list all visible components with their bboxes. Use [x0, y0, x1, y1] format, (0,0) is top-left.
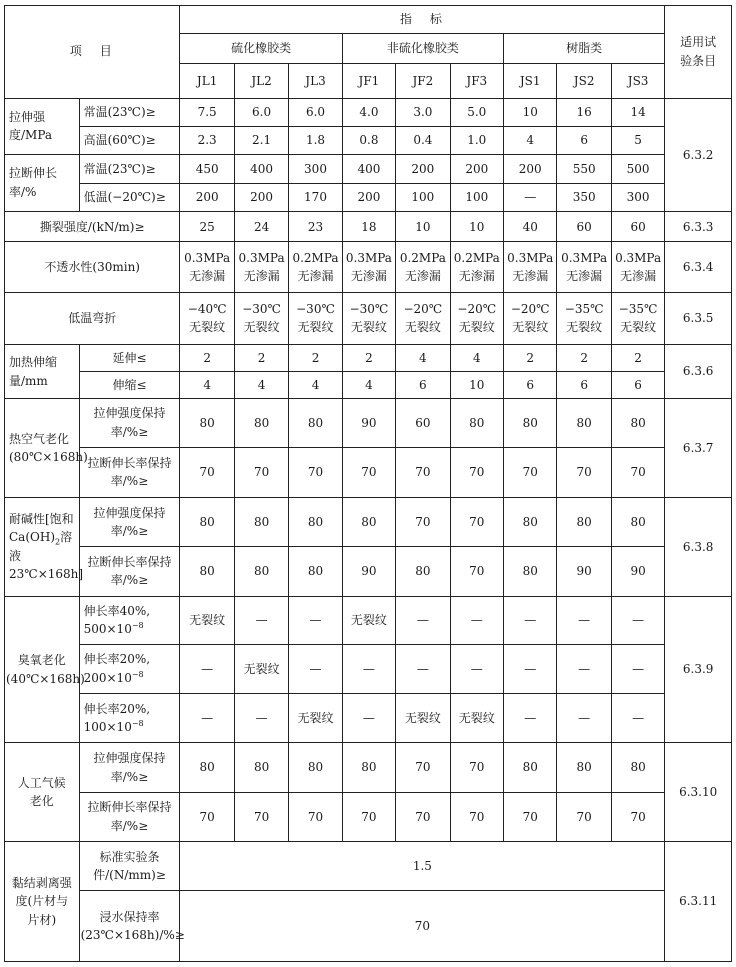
cell: 0.3MPa 无渗漏	[611, 242, 664, 292]
cell: 60	[557, 212, 611, 242]
cell: 70	[289, 447, 342, 497]
cell: 70	[557, 447, 611, 497]
cell: 无裂纹	[289, 694, 342, 743]
cell: 1.8	[289, 126, 342, 154]
cell: 80	[234, 547, 288, 596]
cell: 2	[289, 345, 342, 372]
cell: 无裂纹	[396, 694, 450, 743]
cell: −35℃ 无裂纹	[557, 292, 611, 344]
cell: 350	[557, 184, 611, 212]
cell: —	[504, 596, 557, 644]
cell: 70	[450, 447, 503, 497]
clause-6-3-2: 6.3.2	[665, 98, 732, 212]
code-jf1: JF1	[342, 64, 395, 98]
header-applicable-clause: 适用试验条目	[665, 6, 732, 99]
clause-6-3-4: 6.3.4	[665, 242, 732, 292]
cell: 500	[611, 154, 664, 183]
cell: 70	[396, 792, 450, 841]
cell: —	[611, 694, 664, 743]
cell: —	[234, 596, 288, 644]
cell: 80	[234, 399, 288, 447]
hot-air-aging-label: 热空气老化(80℃×168h)	[5, 399, 80, 498]
cell: 2	[342, 345, 395, 372]
cell: —	[289, 644, 342, 693]
cell: 2.1	[234, 126, 288, 154]
heat-dimension-label: 加热伸缩量/mm	[5, 345, 80, 399]
cell: 200	[450, 154, 503, 183]
cell: 200	[234, 184, 288, 212]
cell: 80	[396, 547, 450, 596]
cell: 80	[289, 399, 342, 447]
cell: 70	[342, 792, 395, 841]
cell: 0.3MPa 无渗漏	[342, 242, 395, 292]
cell: —	[342, 694, 395, 743]
cell: −35℃ 无裂纹	[611, 292, 664, 344]
code-js3: JS3	[611, 64, 664, 98]
cell: 70	[234, 792, 288, 841]
cell: 3.0	[396, 98, 450, 126]
cell: 80	[180, 399, 234, 447]
cell: 400	[234, 154, 288, 183]
header-indicator: 指 标	[180, 6, 665, 34]
cell: 90	[342, 547, 395, 596]
cell: —	[450, 596, 503, 644]
cell: —	[342, 644, 395, 693]
tensile-strength-label: 拉伸强度/MPa	[5, 98, 80, 154]
cell: —	[396, 596, 450, 644]
cell: 2	[234, 345, 288, 372]
alkali-tensile-cond: 拉伸强度保持率/%≥	[79, 498, 180, 547]
cell: 70	[504, 792, 557, 841]
clause-6-3-11: 6.3.11	[665, 842, 732, 962]
clause-6-3-10: 6.3.10	[665, 743, 732, 842]
cell: 80	[180, 547, 234, 596]
cell: 300	[611, 184, 664, 212]
cell: —	[180, 644, 234, 693]
cell: 0.2MPa 无渗漏	[289, 242, 342, 292]
cell: 5	[611, 126, 664, 154]
heat-extend-cond: 延伸≤	[79, 345, 180, 372]
cell: 14	[611, 98, 664, 126]
cell: 10	[450, 372, 503, 399]
cell: 4	[342, 372, 395, 399]
code-js2: JS2	[557, 64, 611, 98]
cell: −30℃ 无裂纹	[342, 292, 395, 344]
cell: 70	[234, 447, 288, 497]
cell: 0.8	[342, 126, 395, 154]
code-jl2: JL2	[234, 64, 288, 98]
cell: —	[180, 694, 234, 743]
cell: 550	[557, 154, 611, 183]
cell: 4	[450, 345, 503, 372]
peel-standard-cond: 标准实验条件/(N/mm)≥	[79, 842, 180, 891]
cell: 80	[504, 547, 557, 596]
cell: 70	[450, 792, 503, 841]
cell: 2	[611, 345, 664, 372]
ozone-cond-1: 伸长率40%, $500\times 10^{-8}$	[79, 596, 180, 644]
cell: 80	[557, 498, 611, 547]
cell: 80	[504, 399, 557, 447]
impermeability-label: 不透水性(30min)	[5, 242, 180, 292]
cell: 80	[180, 498, 234, 547]
cell: —	[611, 596, 664, 644]
tear-strength-label: 撕裂强度/(kN/m)≥	[5, 212, 180, 242]
cell: 10	[504, 98, 557, 126]
cell: 80	[234, 498, 288, 547]
heat-shrink-cond: 伸缩≤	[79, 372, 180, 399]
code-js1: JS1	[504, 64, 557, 98]
cell: 6	[557, 126, 611, 154]
cell: 70	[180, 792, 234, 841]
code-jf2: JF2	[396, 64, 450, 98]
cell: 4	[396, 345, 450, 372]
cell: 1.0	[450, 126, 503, 154]
cell: 70	[504, 447, 557, 497]
cell: 80	[504, 498, 557, 547]
cell: —	[289, 596, 342, 644]
weathering-label: 人工气候老化	[5, 743, 80, 842]
cell: 40	[504, 212, 557, 242]
cell: 2.3	[180, 126, 234, 154]
cell: 23	[289, 212, 342, 242]
cell: 80	[289, 743, 342, 792]
cell: 6	[504, 372, 557, 399]
clause-6-3-5: 6.3.5	[665, 292, 732, 344]
cell: —	[504, 184, 557, 212]
cell: 70	[396, 498, 450, 547]
cell: 400	[342, 154, 395, 183]
cell: 70	[611, 447, 664, 497]
cell: −20℃ 无裂纹	[504, 292, 557, 344]
weathering-elong-cond: 拉断伸长率保持率/%≥	[79, 792, 180, 841]
clause-6-3-6: 6.3.6	[665, 345, 732, 399]
cell: 60	[396, 399, 450, 447]
cell: 80	[342, 743, 395, 792]
group-unvulcanized-rubber: 非硫化橡胶类	[342, 34, 503, 64]
cell: 2	[180, 345, 234, 372]
group-resin: 树脂类	[504, 34, 665, 64]
peel-standard-value: 1.5	[180, 842, 665, 891]
cell: 10	[450, 212, 503, 242]
cell: —	[504, 694, 557, 743]
code-jl1: JL1	[180, 64, 234, 98]
cell: 5.0	[450, 98, 503, 126]
cell: —	[450, 644, 503, 693]
cell: 0.3MPa 无渗漏	[180, 242, 234, 292]
cell: 25	[180, 212, 234, 242]
ozone-aging-label: 臭氧老化(40℃×168h)	[5, 596, 80, 743]
cell: 4	[289, 372, 342, 399]
cell: 70	[396, 743, 450, 792]
cell: 0.3MPa 无渗漏	[234, 242, 288, 292]
cell: 80	[611, 399, 664, 447]
cell: 18	[342, 212, 395, 242]
peel-immersion-value: 70	[180, 891, 665, 962]
cell: 80	[504, 743, 557, 792]
cell: 6.0	[289, 98, 342, 126]
code-jl3: JL3	[289, 64, 342, 98]
cell: —	[396, 644, 450, 693]
cell: 80	[557, 399, 611, 447]
cell: 70	[557, 792, 611, 841]
cell: 170	[289, 184, 342, 212]
cell: 200	[342, 184, 395, 212]
weathering-tensile-cond: 拉伸强度保持率/%≥	[79, 743, 180, 792]
cell: 70	[450, 547, 503, 596]
low-temp-bending-label: 低温弯折	[5, 292, 180, 344]
cell: 10	[396, 212, 450, 242]
cell: —	[557, 694, 611, 743]
cell: —	[234, 694, 288, 743]
cell: 无裂纹	[450, 694, 503, 743]
cell: −30℃ 无裂纹	[234, 292, 288, 344]
cell: —	[557, 596, 611, 644]
cell: 6	[611, 372, 664, 399]
cell: 80	[611, 498, 664, 547]
cell: 4	[504, 126, 557, 154]
cell: 70	[450, 743, 503, 792]
clause-6-3-9: 6.3.9	[665, 596, 732, 743]
elongation-normal-cond: 常温(23℃)≥	[79, 154, 180, 183]
cell: 0.2MPa 无渗漏	[450, 242, 503, 292]
ozone-cond-2: 伸长率20%, $200\times 10^{-8}$	[79, 644, 180, 693]
cell: 0.2MPa 无渗漏	[396, 242, 450, 292]
cell: 90	[557, 547, 611, 596]
cell: 4.0	[342, 98, 395, 126]
clause-6-3-7: 6.3.7	[665, 399, 732, 498]
cell: −20℃ 无裂纹	[396, 292, 450, 344]
cell: 70	[180, 447, 234, 497]
cell: —	[504, 644, 557, 693]
code-jf3: JF3	[450, 64, 503, 98]
cell: 100	[450, 184, 503, 212]
cell: 80	[557, 743, 611, 792]
cell: 70	[342, 447, 395, 497]
cell: 6.0	[234, 98, 288, 126]
cell: 无裂纹	[234, 644, 288, 693]
cell: 4	[180, 372, 234, 399]
cell: 80	[180, 743, 234, 792]
cell: 80	[611, 743, 664, 792]
cell: 80	[342, 498, 395, 547]
cell: −30℃ 无裂纹	[289, 292, 342, 344]
cell: 2	[504, 345, 557, 372]
cell: 0.3MPa 无渗漏	[557, 242, 611, 292]
cell: 450	[180, 154, 234, 183]
cell: 4	[234, 372, 288, 399]
cell: 70	[289, 792, 342, 841]
clause-6-3-8: 6.3.8	[665, 498, 732, 597]
header-item: 项 目	[5, 6, 180, 99]
cell: 80	[289, 547, 342, 596]
group-vulcanized-rubber: 硫化橡胶类	[180, 34, 342, 64]
elongation-label: 拉断伸长率/%	[5, 154, 80, 211]
cell: 80	[234, 743, 288, 792]
tensile-high-cond: 高温(60℃)≥	[79, 126, 180, 154]
cell: 100	[396, 184, 450, 212]
alkali-elong-cond: 拉断伸长率保持率/%≥	[79, 547, 180, 596]
cell: 200	[180, 184, 234, 212]
cell: −20℃ 无裂纹	[450, 292, 503, 344]
cell: 60	[611, 212, 664, 242]
alkali-resistance-label: 耐碱性[饱和$Ca(OH)_2$溶液23℃×168h]	[5, 498, 80, 597]
cell: 6	[396, 372, 450, 399]
cell: 6	[557, 372, 611, 399]
cell: 80	[289, 498, 342, 547]
cell: 16	[557, 98, 611, 126]
cell: 无裂纹	[180, 596, 234, 644]
clause-6-3-3: 6.3.3	[665, 212, 732, 242]
cell: 无裂纹	[342, 596, 395, 644]
cell: 0.3MPa 无渗漏	[504, 242, 557, 292]
cell: 2	[557, 345, 611, 372]
cell: 90	[342, 399, 395, 447]
cell: 70	[396, 447, 450, 497]
tensile-normal-cond: 常温(23℃)≥	[79, 98, 180, 126]
specification-table	[4, 5, 732, 962]
cell: 200	[504, 154, 557, 183]
cell: —	[611, 644, 664, 693]
cell: 80	[450, 399, 503, 447]
cell: 200	[396, 154, 450, 183]
ozone-cond-3: 伸长率20%, $100\times 10^{-8}$	[79, 694, 180, 743]
cell: 0.4	[396, 126, 450, 154]
hot-air-elong-cond: 拉断伸长率保持率/%≥	[79, 447, 180, 497]
cell: 24	[234, 212, 288, 242]
hot-air-tensile-cond: 拉伸强度保持率/%≥	[79, 399, 180, 447]
peel-immersion-cond: 浸水保持率(23℃×168h)/%≥	[79, 891, 180, 962]
cell: 70	[450, 498, 503, 547]
elongation-low-cond: 低温(−20℃)≥	[79, 184, 180, 212]
cell: —	[557, 644, 611, 693]
cell: 90	[611, 547, 664, 596]
peel-strength-label: 黏结剥离强度(片材与片材)	[5, 842, 80, 962]
cell: 7.5	[180, 98, 234, 126]
cell: 300	[289, 154, 342, 183]
cell: −40℃ 无裂纹	[180, 292, 234, 344]
cell: 70	[611, 792, 664, 841]
